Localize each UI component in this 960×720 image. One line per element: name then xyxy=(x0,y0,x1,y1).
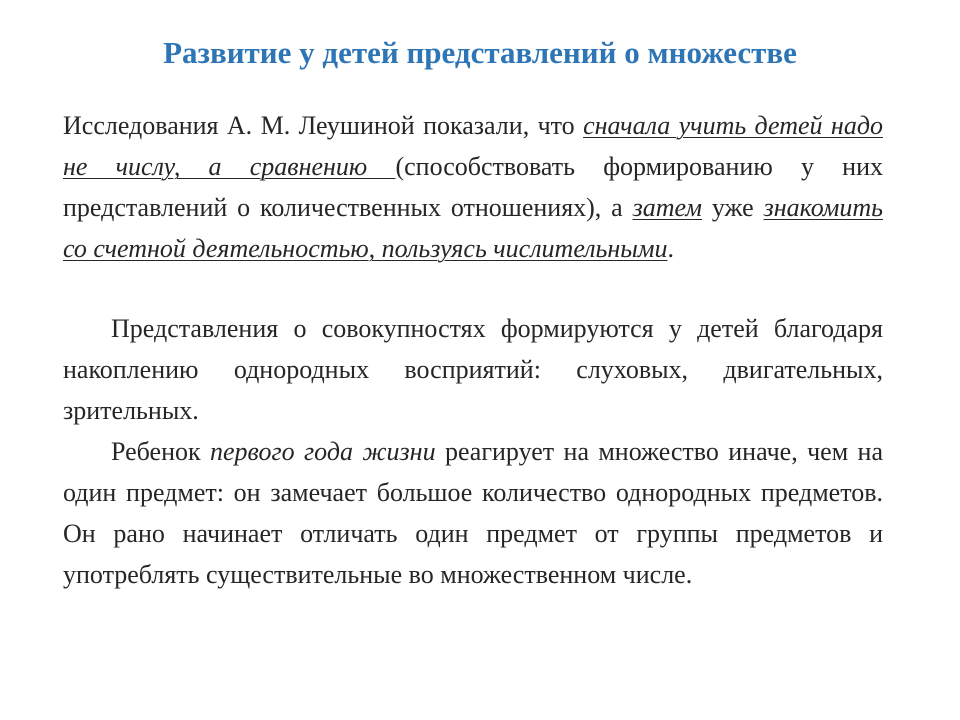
emphasis-then: затем xyxy=(632,193,702,222)
paragraph-perception: Представления о совокупностях формируются у детей благодаря накоплению однородных восприятий: слуховых, двигательных, зрительных. xyxy=(63,314,883,425)
paragraph-spacer xyxy=(63,269,883,308)
paragraph-first-year xyxy=(63,431,883,595)
emphasis-counting-activity: знакомить со счетной деятельностью, пользуясь числительными xyxy=(63,193,883,263)
slide-title: Развитие у детей представлений о множестве xyxy=(163,35,797,70)
paragraph-research-text-3: уже xyxy=(702,193,764,222)
paragraph-first-year-text-1: Ребенок xyxy=(111,437,211,466)
paragraph-research xyxy=(63,105,883,269)
paragraph-research-text-4: . xyxy=(667,234,674,263)
paragraph-research-text-1: Исследования А. М. Леушиной показали, что xyxy=(63,111,584,140)
slide-body xyxy=(63,105,883,595)
paragraph-first-year-text-2: реагирует на множество иначе, чем на один предмет: он замечает большое количество однородных предметов. Он рано начинает отличать один предмет от группы предметов и употреблять существительные во множественном числе. xyxy=(63,437,883,589)
paragraph-research-text-2: (способствовать формированию у них представлений о количественных отношениях), а xyxy=(63,152,883,222)
emphasis-first-year-of-life: первого года жизни xyxy=(210,437,436,466)
emphasis-first-compare: сначала учить детей надо не числу, а сравнению xyxy=(63,111,883,181)
